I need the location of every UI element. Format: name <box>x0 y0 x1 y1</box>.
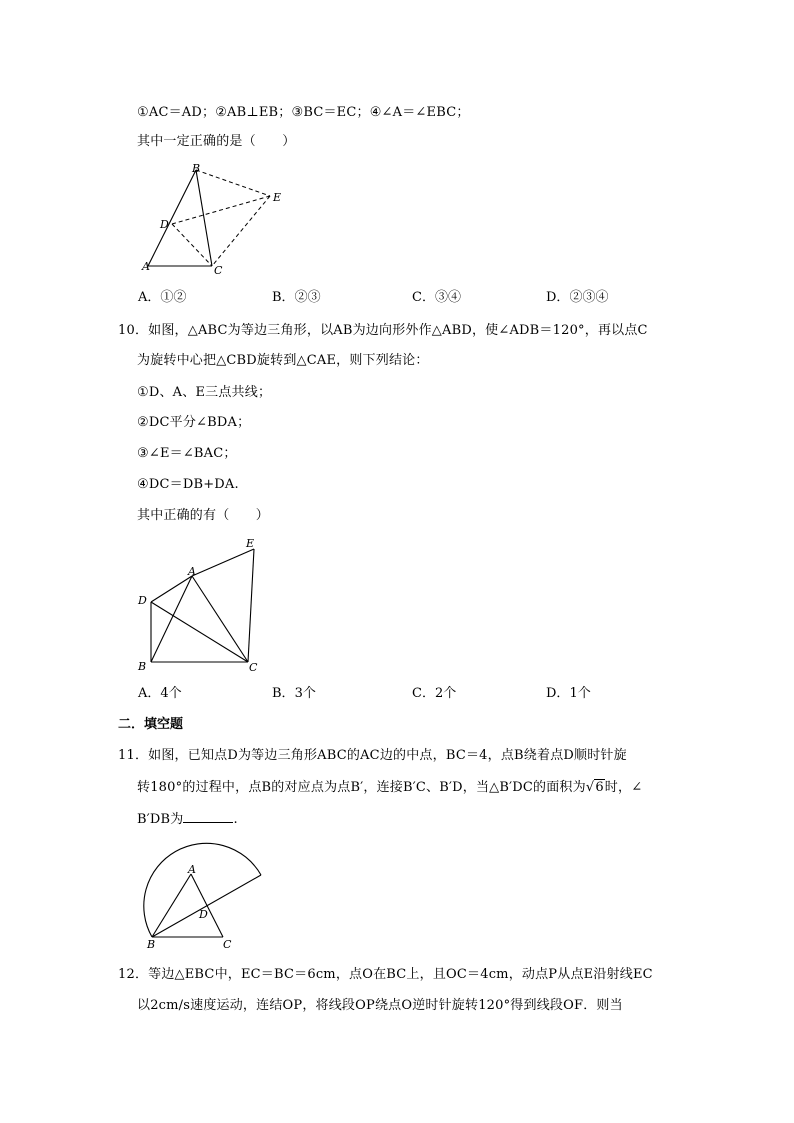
q11-label-c: C <box>223 938 232 951</box>
q9-label-b: B <box>192 162 201 175</box>
q9-label-d: D <box>160 218 169 231</box>
q10-conclusion-3: ③∠E＝∠BAC； <box>137 446 237 461</box>
q10-figure <box>132 535 272 680</box>
q11-label-d: D <box>199 908 208 921</box>
q11-segment-ba <box>152 874 191 937</box>
q10-option-c-text: 2个 <box>434 686 457 701</box>
q11-label-a: A <box>188 863 196 876</box>
q10-option-b-letter: B． <box>272 686 295 701</box>
q10-option-d <box>546 685 591 703</box>
q10-stem-line2: 为旋转中心把△CBD旋转到△CAE，则下列结论： <box>137 353 429 368</box>
q9-option-b-text: ②③ <box>294 290 321 305</box>
q9-option-d-letter: D． <box>546 290 570 305</box>
q10-option-a <box>138 685 182 703</box>
q10-option-a-text: 4个 <box>160 686 182 701</box>
q10-label-d: D <box>138 594 147 607</box>
q9-prompt: 其中一定正确的是（ ） <box>137 134 296 149</box>
q11-stem-line2 <box>137 779 642 797</box>
q10-conclusion-1: ①D、A、E三点共线； <box>137 385 272 400</box>
q9-label-c: C <box>214 264 223 277</box>
q10-option-d-letter: D． <box>546 686 570 701</box>
q9-segment-ba <box>148 170 196 266</box>
q11-stem-line1: 11．如图，已知点D为等边三角形ABC的AC边的中点，BC＝4，点B绕着点D顺时针旋 <box>118 748 627 763</box>
q9-option-b-letter: B． <box>272 290 295 305</box>
q10-stem-line1: 10．如图，△ABC为等边三角形，以AB为边向形外作△ABD，使∠ADB＝120°，再以点C <box>118 323 648 338</box>
q10-option-c <box>412 685 456 703</box>
q10-conclusion-2: ②DC平分∠BDA； <box>137 415 251 430</box>
q10-prompt: 其中正确的有（ ） <box>137 508 270 523</box>
q10-label-e: E <box>246 537 255 550</box>
q11-radicand: 6 <box>595 780 604 795</box>
q11-label-b: B <box>147 938 156 951</box>
q11-line2-part-a: 转180°的过程中，点B的对应点为点B′，连接B′C、B′D，当△B′DC的面积为 <box>137 780 586 795</box>
q9-option-d <box>546 289 608 307</box>
q10-segment-ae <box>192 549 254 576</box>
q10-conclusion-4: ④DC＝DB+DA. <box>137 477 239 492</box>
q9-segment-ec <box>212 196 270 266</box>
q10-label-c: C <box>249 661 258 674</box>
q9-option-d-text: ②③④ <box>569 290 609 305</box>
q11-figure <box>135 840 275 955</box>
q9-segment-be <box>196 170 270 196</box>
section-title: 二．填空题 <box>118 717 184 732</box>
q9-option-a-letter: A． <box>138 290 161 305</box>
q10-option-a-letter: A． <box>138 686 161 701</box>
q10-option-c-letter: C． <box>412 686 435 701</box>
q9-option-c <box>412 289 461 307</box>
q10-option-b <box>272 685 316 703</box>
q11-segment-bb-prime <box>152 875 261 937</box>
q11-line2-part-b: 时，∠ <box>604 780 643 795</box>
q9-conditions: ①AC＝AD；②AB⊥EB；③BC＝EC；④∠A＝∠EBC； <box>137 105 470 120</box>
q12-stem-line1: 12．等边△EBC中，EC＝BC＝6cm，点O在BC上，且OC＝4cm，动点P从点E沿射线EC <box>118 967 653 982</box>
q9-figure <box>130 158 300 278</box>
q10-label-a: A <box>188 565 196 578</box>
q9-option-a <box>138 289 186 307</box>
q9-label-a: A <box>142 260 150 273</box>
q11-stem-line3 <box>137 810 238 829</box>
q10-option-d-text: 1个 <box>569 686 591 701</box>
sqrt-symbol: √6 <box>585 780 604 795</box>
q12-stem-line2: 以2cm/s速度运动，连结OP，将线段OP绕点O逆时针旋转120°得到线段OF．则当 <box>137 998 623 1013</box>
q9-option-c-letter: C． <box>412 290 435 305</box>
q9-option-b <box>272 289 321 307</box>
q10-option-b-text: 3个 <box>294 686 316 701</box>
answer-blank[interactable] <box>183 810 233 823</box>
q9-label-e: E <box>273 191 282 204</box>
q11-line3-end: . <box>233 812 238 827</box>
q9-option-c-text: ③④ <box>434 290 461 305</box>
q10-segment-ac <box>192 576 248 662</box>
q10-segment-ec <box>248 549 254 662</box>
q11-line3-text: B′DB为 <box>137 812 184 827</box>
q9-option-a-text: ①② <box>160 290 187 305</box>
q9-segment-de <box>172 196 270 224</box>
q11-rotation-arc <box>144 843 261 937</box>
q10-label-b: B <box>138 660 147 673</box>
q11-segment-ac <box>191 874 223 937</box>
